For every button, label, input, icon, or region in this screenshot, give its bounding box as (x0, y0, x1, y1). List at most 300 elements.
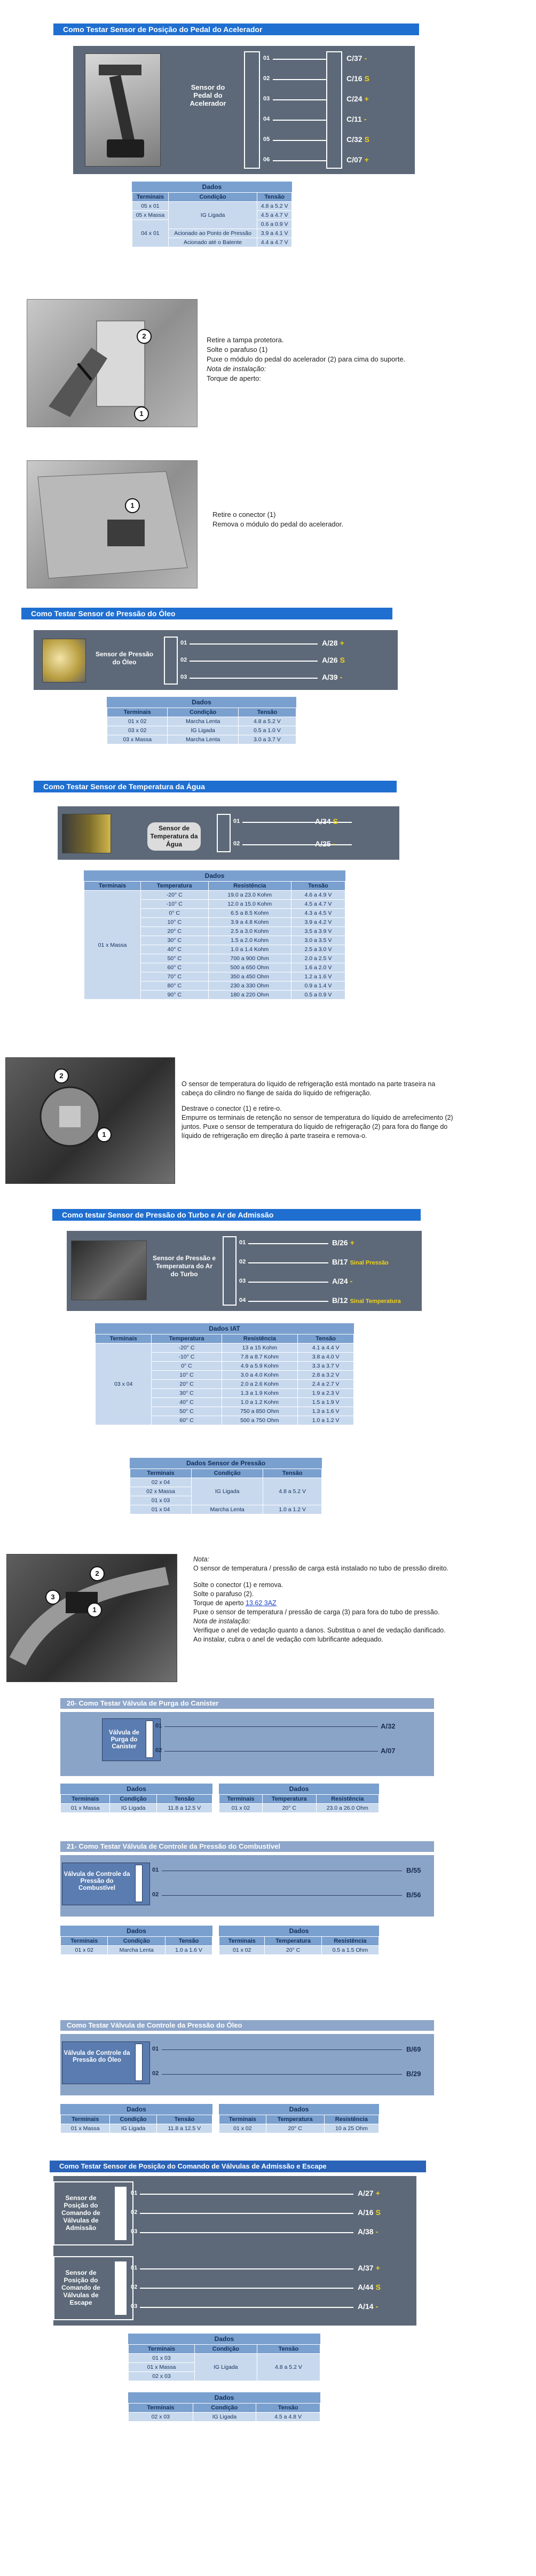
step-line: O sensor de temperatura do líquido de refrigeração está montado na parte traseira na (182, 1080, 436, 1088)
table-caption: Dados IAT (95, 1323, 354, 1334)
table-cell: 20° C (265, 1946, 321, 1955)
ecu-pin-tag: B/69 (406, 2045, 421, 2053)
pin-label: 04 (263, 116, 270, 122)
wire (162, 2074, 402, 2075)
col-header: Temperatura (152, 1334, 222, 1344)
wire (242, 844, 352, 845)
ecu-pin-tag: A/07 (381, 1747, 396, 1755)
pin-label: 03 (263, 96, 270, 102)
col-header: Tensão (257, 193, 292, 202)
table-cell: 2.4 a 2.7 V (298, 1380, 354, 1389)
ecu-pin-tag: A/38 - (358, 2227, 379, 2236)
oil-valve-wiring-diagram (60, 2034, 434, 2095)
ecu-pin-tag: A/26 S (322, 656, 345, 664)
photo-drawing (27, 461, 197, 588)
accelerator-sensor-label: Sensor do Pedal do Acelerador (190, 83, 226, 107)
table-cell: 4.5 a 4.7 V (257, 211, 292, 220)
table-cell: 0.5 a 1.0 V (238, 726, 296, 735)
table-cell: IG Ligada (110, 1804, 156, 1813)
canister-voltage-table (60, 1784, 212, 1813)
table-cell: 01 x 03 (129, 2354, 195, 2363)
section-title-oil-pressure-valve: Como Testar Válvula de Controle da Pressão do Óleo (60, 2020, 434, 2031)
ecu-pin-tag: A/44 S (358, 2283, 381, 2291)
col-header: Tensão (263, 1469, 322, 1478)
table-caption: Dados (60, 2104, 212, 2115)
callout-1: 1 (134, 406, 149, 421)
camshaft-data-table-2 (128, 2392, 320, 2422)
sensor-connector (223, 1236, 237, 1306)
table-cell: 30° C (152, 1389, 222, 1398)
table-cell: 3.0 a 4.0 Kohm (222, 1371, 298, 1380)
pin-label: 01 (239, 1239, 246, 1246)
callout-2: 2 (90, 1566, 105, 1581)
pin-label: 02 (131, 2209, 138, 2216)
wire (190, 643, 318, 645)
torque-line: Torque de aperto 13.62 3AZ (193, 1599, 277, 1607)
section-title-oil-pressure: Como Testar Sensor de Pressão do Óleo (21, 608, 392, 619)
col-header: Terminais (219, 1795, 263, 1804)
wire (273, 160, 326, 161)
connector-removal-steps (212, 510, 511, 529)
table-cell: 0.5 a 0.9 V (291, 991, 345, 1000)
wire (273, 140, 326, 141)
pin-label: 04 (239, 1297, 246, 1303)
camshaft-data-table-1 (128, 2334, 320, 2381)
water-temp-sensor-image (62, 814, 111, 853)
table-cell: 02 x 03 (129, 2413, 193, 2422)
table-cell: 03 x Massa (107, 735, 168, 744)
col-header: Tensão (165, 1937, 212, 1946)
ecu-pin-tag: B/12 Sinal Temperatura (332, 1296, 401, 1305)
col-header: Terminais (84, 882, 141, 891)
ecu-connector (326, 51, 342, 169)
step-line: juntos. Puxe o sensor de temperatura do líquido de refrigeração (2) para fora do flange do (182, 1123, 448, 1130)
table-cell: 2.0 a 2.5 V (291, 954, 345, 963)
wire (164, 1726, 378, 1727)
table-cell: 0° C (141, 909, 209, 918)
col-header: Temperatura (262, 1795, 316, 1804)
ecu-pin-tag: C/07 + (346, 155, 369, 164)
table-cell: 3.9 a 4.1 V (257, 229, 292, 238)
ecu-pin-tag: A/32 (381, 1722, 396, 1730)
table-cell: 30° C (141, 936, 209, 945)
table-cell: 10° C (152, 1371, 222, 1380)
wire (248, 1301, 328, 1302)
canister-wiring-diagram (60, 1712, 434, 1776)
wire (248, 1262, 328, 1263)
table-cell: 3.5 a 3.9 V (291, 927, 345, 936)
table-cell: 2.8 a 3.2 V (298, 1371, 354, 1380)
table-cell: 12.0 a 15.0 Kohm (208, 900, 291, 909)
pin-label: 05 (263, 136, 270, 143)
turbo-iat-rows (96, 1344, 354, 1425)
table-cell: 01 x Massa (84, 891, 141, 1000)
table-cell: 750 a 850 Ohm (222, 1407, 298, 1416)
table-cell: 1.0 a 1.2 Kohm (222, 1398, 298, 1407)
water-temp-sensor-photo (5, 1057, 175, 1184)
table-cell: 1.5 a 1.9 V (298, 1398, 354, 1407)
col-header: Terminais (61, 1937, 108, 1946)
sensor-connector (164, 637, 178, 685)
col-header: Tensão (298, 1334, 354, 1344)
ecu-pin-tag: A/25 - (315, 839, 336, 848)
table-cell: Acionado ao Ponto de Pressão (168, 229, 257, 238)
table-cell: 180 a 220 Ohm (208, 991, 291, 1000)
col-header: Condição (168, 708, 238, 717)
ecu-pin-tag: C/37 - (346, 54, 367, 62)
table-cell: 80° C (141, 981, 209, 991)
intake-connector (115, 2187, 127, 2240)
photo-drawing (27, 300, 197, 427)
table-cell: 700 a 900 Ohm (208, 954, 291, 963)
table-cell: 01 x 02 (219, 1804, 263, 1813)
ecu-pin-tag: B/56 (406, 1891, 421, 1899)
col-header: Tensão (291, 882, 345, 891)
wire (162, 1895, 402, 1896)
ecu-pin-tag: C/32 S (346, 135, 369, 144)
exhaust-sensor-label: Sensor de Posição do Comando de Válvulas de Escape (61, 2269, 100, 2306)
table-cell: 01 x 02 (107, 717, 168, 726)
col-header: Resistência (324, 2115, 379, 2124)
table-cell: 1.0 a 1.6 V (165, 1946, 212, 1955)
col-header: Condição (194, 2345, 257, 2354)
step-line: Solte o parafuso (1) (207, 345, 268, 354)
table-caption: Dados (219, 1926, 379, 1936)
water-temp-wiring-diagram (58, 806, 399, 860)
pin-label: 03 (131, 2303, 138, 2310)
section-title-water-temperature: Como Testar Sensor de Temperatura da Água (34, 781, 397, 792)
table-cell: 19.0 a 23.0 Kohm (208, 891, 291, 900)
table-cell: 50° C (141, 954, 209, 963)
col-header: Condição (110, 2115, 156, 2124)
table-row (96, 1344, 354, 1353)
table-cell: 60° C (141, 963, 209, 972)
camshaft-wiring-diagram (53, 2176, 416, 2326)
table-cell: IG Ligada (168, 726, 238, 735)
torque-spec-link[interactable]: 13.62 3AZ (246, 1599, 277, 1607)
col-header: Condição (193, 2404, 256, 2413)
table-caption: Dados (60, 1784, 212, 1794)
pin-label: 01 (233, 818, 240, 824)
pin-label: 01 (263, 55, 270, 61)
table-caption: Dados (219, 1784, 379, 1794)
col-header: Tensão (156, 2115, 212, 2124)
table-cell: 02 x 03 (129, 2372, 195, 2381)
turbo-pressure-wiring-diagram (67, 1231, 422, 1311)
table-caption: Dados (107, 697, 296, 708)
table-cell: 20° C (152, 1380, 222, 1389)
ecu-pin-tag: A/39 - (322, 673, 343, 681)
table-cell: 4.8 a 5.2 V (257, 2354, 320, 2381)
ecu-pin-tag: B/29 (406, 2070, 421, 2078)
col-header: Condição (192, 1469, 263, 1478)
water-temp-rows (84, 891, 345, 1000)
step-line: líquido de refrigeração em direção à parte traseira e remova-o. (182, 1132, 367, 1140)
table-cell: 03 x 04 (96, 1344, 152, 1425)
wire (190, 661, 318, 662)
wire (248, 1243, 328, 1244)
table-cell: 2.0 a 2.6 Kohm (222, 1380, 298, 1389)
table-cell: 3.9 a 4.8 Kohm (208, 918, 291, 927)
photo-drawing (6, 1058, 175, 1183)
table-row (84, 891, 345, 900)
turbo-pressure-data-table (130, 1458, 322, 1514)
wire (190, 678, 318, 679)
oil-valve-voltage-table (60, 2104, 212, 2133)
step-line: Retire o conector (1) (212, 511, 276, 519)
note-label: Nota: (193, 1556, 209, 1563)
wire (248, 1282, 328, 1283)
col-header: Terminais (61, 2115, 110, 2124)
col-header: Terminais (129, 2404, 193, 2413)
ecu-pin-tag: B/17 Sinal Pressão (332, 1258, 389, 1266)
table-cell: Marcha Lenta (168, 717, 238, 726)
connector-removal-photo (27, 460, 198, 588)
col-header: Tensão (257, 2345, 320, 2354)
table-cell: 500 a 750 Ohm (222, 1416, 298, 1425)
col-header: Tensão (256, 2404, 320, 2413)
section-title-accelerator-pedal: Como Testar Sensor de Posição do Pedal do Acelerador (53, 23, 419, 35)
table-cell: 4.9 a 5.9 Kohm (222, 1362, 298, 1371)
pin-label: 01 (152, 2046, 159, 2052)
pin-label: 01 (152, 1867, 159, 1873)
turbo-sensor-image (71, 1240, 147, 1300)
table-cell: 01 x Massa (61, 2124, 110, 2133)
col-header: Terminais (132, 193, 169, 202)
callout-2: 2 (137, 329, 152, 344)
table-cell: 500 a 650 Ohm (208, 963, 291, 972)
oil-pressure-wiring-diagram (34, 630, 398, 690)
table-cell: IG Ligada (194, 2354, 257, 2381)
section-title-turbo-pressure: Como testar Sensor de Pressão do Turbo e Ar de Admissão (52, 1209, 421, 1221)
table-caption: Dados (132, 182, 292, 192)
valve-connector (135, 2044, 143, 2081)
table-cell: 0.5 a 1.5 Ohm (321, 1946, 379, 1955)
col-header: Condição (108, 1937, 165, 1946)
pin-label: 02 (233, 841, 240, 847)
table-cell: 350 a 450 Ohm (208, 972, 291, 981)
wire (273, 120, 326, 121)
canister-resistance-table (219, 1784, 379, 1813)
table-cell: 230 a 330 Ohm (208, 981, 291, 991)
fuel-valve-wiring-diagram (60, 1855, 434, 1917)
intake-sensor-label: Sensor de Posição do Comando de Válvulas de Admissão (61, 2194, 100, 2232)
table-cell: 01 x 02 (219, 1946, 265, 1955)
sensor-connector (217, 814, 231, 852)
wire (140, 2288, 353, 2289)
table-cell: 0.9 a 1.4 V (291, 981, 345, 991)
ecu-pin-tag: B/55 (406, 1866, 421, 1874)
col-header: Terminais (219, 2115, 266, 2124)
table-cell: 23.0 a 26.0 Ohm (316, 1804, 379, 1813)
table-cell: 4.8 a 5.2 V (257, 202, 292, 211)
callout-1: 1 (125, 498, 140, 513)
table-cell: 1.3 a 1.9 Kohm (222, 1389, 298, 1398)
table-cell: 1.9 a 2.3 V (298, 1389, 354, 1398)
callout-1: 1 (87, 1603, 102, 1617)
table-cell: 70° C (141, 972, 209, 981)
step-line: Empurre os terminais de retenção no sensor de temperatura do líquido de arrefecimento (2) (182, 1114, 453, 1121)
step-line: cabeça do cilindro no flange de saída do líquido de refrigeração. (182, 1089, 372, 1097)
table-cell: 2.5 a 3.0 V (291, 945, 345, 954)
col-header: Terminais (129, 2345, 195, 2354)
table-cell: 05 x Massa (132, 211, 169, 220)
table-cell: 4.5 a 4.7 V (291, 900, 345, 909)
pin-label: 02 (180, 657, 187, 663)
wire (140, 2232, 353, 2233)
col-header: Terminais (107, 708, 168, 717)
ecu-pin-tag: A/16 S (358, 2208, 381, 2217)
col-header: Condição (110, 1795, 156, 1804)
table-cell: 3.9 a 4.2 V (291, 918, 345, 927)
table-cell: 1.0 a 1.2 V (263, 1505, 322, 1514)
table-cell: 05 x 01 (132, 202, 169, 211)
table-cell: 2.5 a 3.0 Kohm (208, 927, 291, 936)
table-cell: 0.6 a 0.9 V (257, 220, 292, 229)
water-temp-data-table (84, 870, 345, 1000)
col-header: Resistência (222, 1334, 298, 1344)
wire (273, 79, 326, 80)
table-cell: 1.5 a 2.0 Kohm (208, 936, 291, 945)
table-cell: IG Ligada (110, 2124, 156, 2133)
table-cell: 60° C (152, 1416, 222, 1425)
table-cell: 4.3 a 4.5 V (291, 909, 345, 918)
pin-label: 01 (180, 640, 187, 646)
table-cell: 6.5 a 8.5 Kohm (208, 909, 291, 918)
table-caption: Dados (128, 2392, 320, 2403)
table-cell: 0° C (152, 1362, 222, 1371)
ecu-pin-tag: C/24 + (346, 95, 369, 103)
pin-label: 01 (131, 2190, 138, 2196)
table-cell: 40° C (152, 1398, 222, 1407)
table-cell: 1.0 a 1.4 Kohm (208, 945, 291, 954)
step-line: Puxe o módulo do pedal do acelerador (2) para cima do suporte. (207, 355, 406, 363)
col-header: Terminais (130, 1469, 192, 1478)
turbo-sensor-steps (193, 1555, 530, 1644)
table-cell: IG Ligada (168, 202, 257, 229)
table-cell: 11.8 a 12.5 V (156, 1804, 212, 1813)
table-cell: 3.0 a 3.5 V (291, 936, 345, 945)
col-header: Temperatura (141, 882, 209, 891)
turbo-sensor-photo (6, 1554, 177, 1682)
step-line: Remova o módulo do pedal do acelerador. (212, 520, 343, 528)
table-cell: 02 x 04 (130, 1478, 192, 1487)
table-caption: Dados (219, 2104, 379, 2115)
table-cell: 20° C (262, 1804, 316, 1813)
table-caption: Dados (128, 2334, 320, 2344)
col-header: Tensão (156, 1795, 212, 1804)
pin-label: 02 (152, 2070, 159, 2077)
col-header: Temperatura (266, 2115, 324, 2124)
col-header: Terminais (219, 1937, 265, 1946)
table-caption: Dados Sensor de Pressão (130, 1458, 322, 1468)
table-cell: 7.8 a 8.7 Kohm (222, 1353, 298, 1362)
exhaust-connector (115, 2261, 127, 2315)
table-cell: IG Ligada (192, 1478, 263, 1505)
table-cell: 1.3 a 1.6 V (298, 1407, 354, 1416)
oil-valve-label: Válvula de Controle da Pressão do Óleo (64, 2050, 130, 2063)
oil-valve-resistance-table (219, 2104, 379, 2133)
col-header: Terminais (96, 1334, 152, 1344)
callout-1: 1 (97, 1127, 112, 1142)
table-cell: 4.5 a 4.8 V (256, 2413, 320, 2422)
pin-label: 02 (155, 1747, 162, 1754)
accelerator-pedal-image (85, 53, 161, 167)
section-title-canister-purge: 20- Como Testar Válvula de Purga do Canister (60, 1698, 434, 1709)
table-cell: 01 x 02 (61, 1946, 108, 1955)
pin-label: 01 (155, 1723, 162, 1729)
col-header: Terminais (61, 1795, 110, 1804)
fuel-valve-resistance-table (219, 1926, 379, 1955)
canister-valve-label: Válvula de Purga do Canister (109, 1730, 139, 1750)
table-cell: 01 x 02 (219, 2124, 266, 2133)
section-title-camshaft-sensors: Como Testar Sensor de Posição do Comando de Válvulas de Admissão e Escape (50, 2161, 426, 2172)
fuel-valve-voltage-table (60, 1926, 212, 1955)
ecu-pin-tag: A/37 + (358, 2264, 380, 2272)
table-cell: 01 x 04 (130, 1505, 192, 1514)
section-title-fuel-pressure-valve: 21- Como Testar Válvula de Controle da Pressão do Combustível (60, 1841, 434, 1852)
table-cell: Marcha Lenta (108, 1946, 165, 1955)
accelerator-data-table (132, 182, 292, 247)
table-cell: Marcha Lenta (192, 1505, 263, 1514)
pin-label: 03 (131, 2228, 138, 2235)
accelerator-pedal-wiring-diagram (73, 46, 415, 174)
table-cell: 02 x Massa (130, 1487, 192, 1496)
water-temp-steps (182, 1080, 523, 1141)
table-cell: 1.0 a 1.2 V (298, 1416, 354, 1425)
wire (164, 1751, 378, 1752)
col-header: Resistência (208, 882, 291, 891)
table-cell: 4.4 a 4.7 V (257, 238, 292, 247)
step-line: Torque de aperto: (207, 374, 261, 382)
valve-connector (135, 1865, 143, 1902)
ecu-pin-tag: A/14 - (358, 2302, 379, 2311)
ecu-pin-tag: A/28 + (322, 639, 344, 647)
table-cell: -20° C (152, 1344, 222, 1353)
pin-label: 03 (239, 1278, 246, 1284)
table-cell: 3.3 a 3.7 V (298, 1362, 354, 1371)
pin-label: 01 (131, 2265, 138, 2271)
callout-3: 3 (45, 1590, 60, 1605)
table-cell: 20° C (266, 2124, 324, 2133)
table-cell: 01 x 03 (130, 1496, 192, 1505)
pin-label: 02 (131, 2284, 138, 2290)
table-caption: Dados (84, 870, 345, 881)
table-cell: Acionado até o Batente (168, 238, 257, 247)
pin-label: 02 (239, 1259, 246, 1265)
step-line: Verifique o anel de vedação quanto a danos. Substitua o anel de vedação danificado. (193, 1627, 446, 1634)
oil-pressure-data-table (107, 697, 296, 744)
table-cell: 01 x Massa (61, 1804, 110, 1813)
table-cell: 4.8 a 5.2 V (238, 717, 296, 726)
table-cell: 11.8 a 12.5 V (156, 2124, 212, 2133)
table-cell: 4.1 a 4.4 V (298, 1344, 354, 1353)
table-cell: 40° C (141, 945, 209, 954)
wire (162, 2049, 402, 2050)
table-cell: 04 x 01 (132, 220, 169, 247)
ecu-pin-tag: A/34 S (315, 817, 338, 826)
fuel-valve-label: Válvula de Controle da Pressão do Combustível (64, 1871, 130, 1891)
pedal-removal-steps (207, 335, 506, 383)
pedal-removal-photo (27, 299, 198, 427)
col-header: Resistência (321, 1937, 379, 1946)
wire (140, 2268, 353, 2269)
ecu-pin-tag: A/27 + (358, 2189, 380, 2197)
table-cell: Marcha Lenta (168, 735, 238, 744)
col-header: Tensão (238, 708, 296, 717)
ecu-pin-tag: C/11 - (346, 115, 367, 123)
pin-label: 06 (263, 156, 270, 163)
